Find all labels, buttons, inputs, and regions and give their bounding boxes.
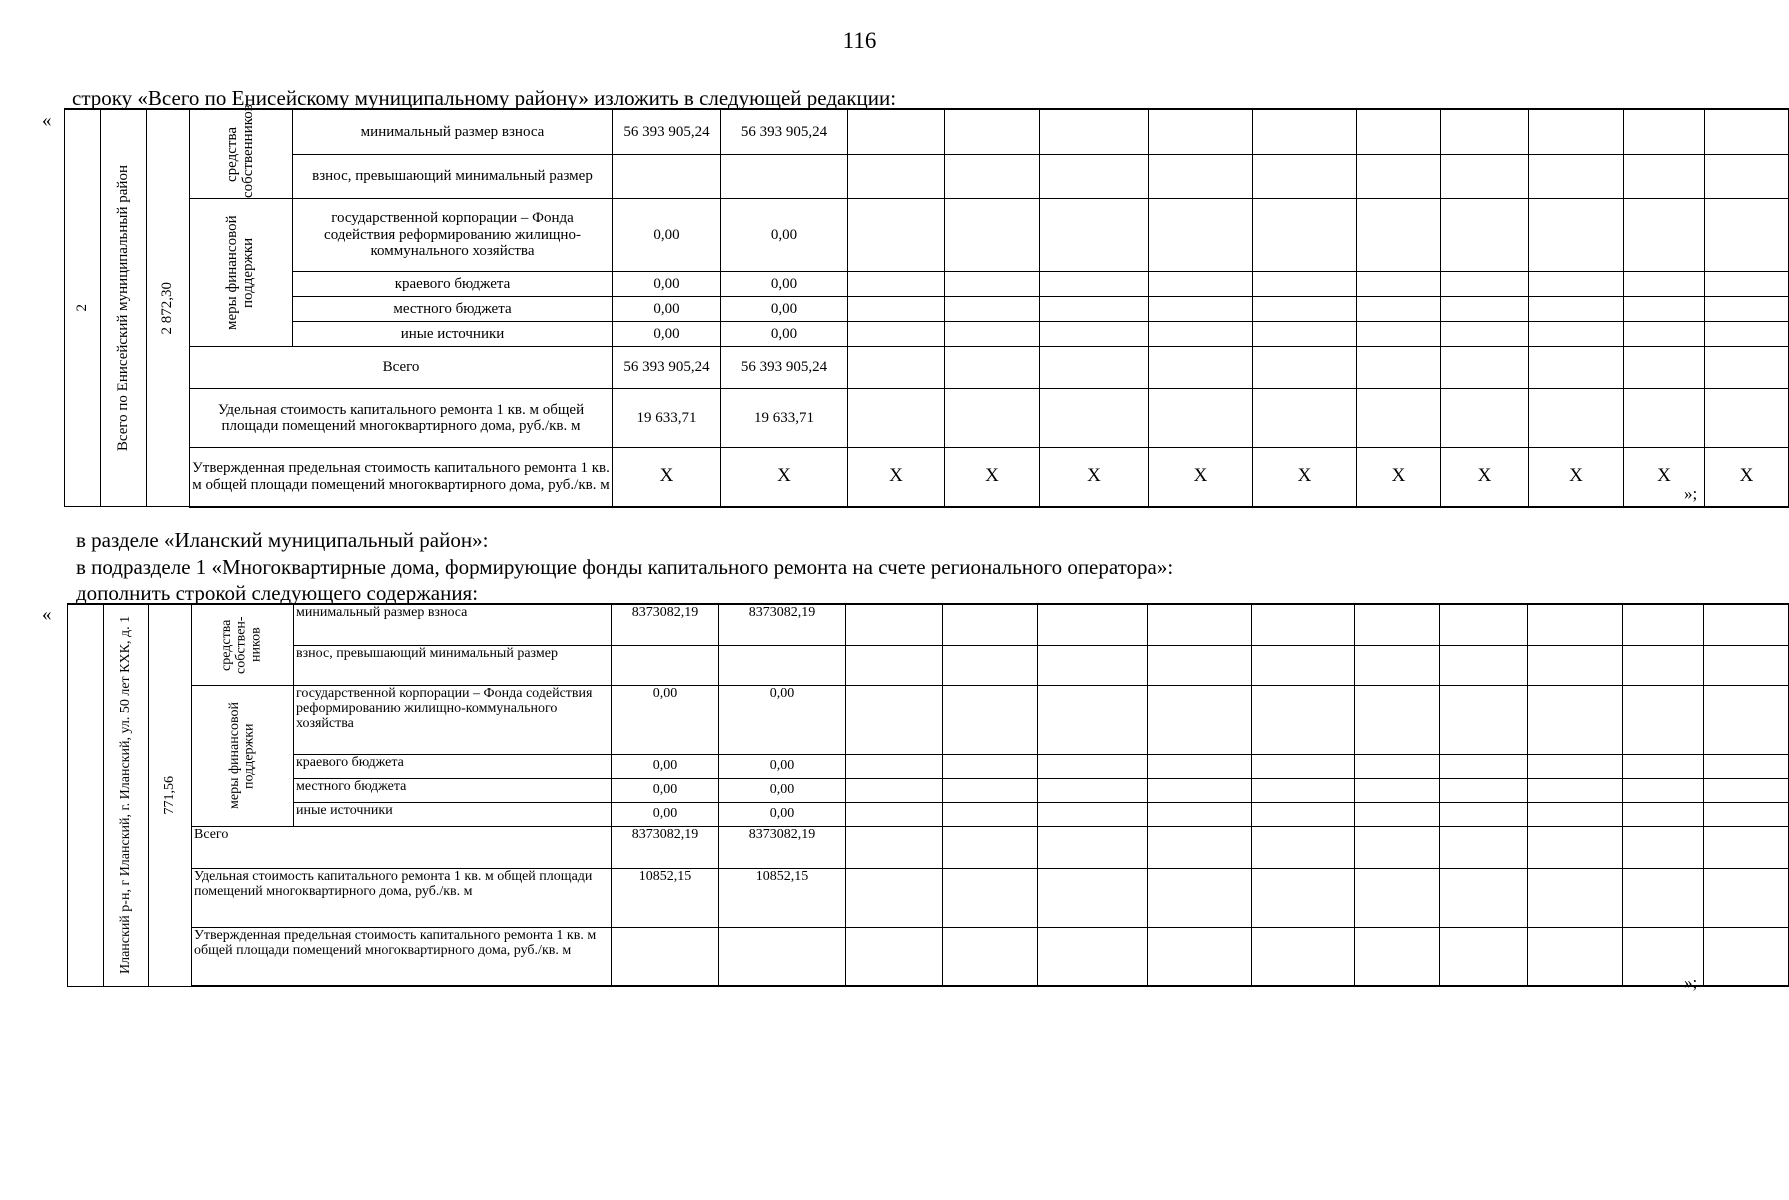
row-label-limit-cost: Утвержденная предельная стоимость капитального ремонта 1 кв. м общей площади помещений многоквартирного дома, руб./кв. м <box>190 448 613 507</box>
corp-value-b: 0,00 <box>719 685 846 754</box>
row-label-unit-cost: Удельная стоимость капитального ремонта 1 кв. м общей площади помещений многоквартирного дома, руб./кв. м <box>192 868 612 927</box>
section2-line1: в разделе «Иланский муниципальный район»: <box>76 528 489 552</box>
regional-value-b: 0,00 <box>721 272 848 297</box>
area-value: 2 872,30 <box>159 281 176 335</box>
row-label-over-min: взнос, превышающий минимальный размер <box>293 155 613 199</box>
limit-mark: Х <box>1441 448 1529 507</box>
section1-open-quote: « <box>42 110 52 131</box>
limit-mark: Х <box>1040 448 1149 507</box>
local-value-b: 0,00 <box>721 297 848 322</box>
limit-mark: Х <box>613 448 721 507</box>
limit-mark: Х <box>945 448 1040 507</box>
other-value-b: 0,00 <box>721 322 848 347</box>
corp-value-b: 0,00 <box>721 199 848 272</box>
row-label-other: иные источники <box>294 802 612 826</box>
section2-line3: дополнить строкой следующего содержания: <box>76 581 479 605</box>
row-label-over-min: взнос, превышающий минимальный размер <box>294 645 612 685</box>
other-value-b: 0,00 <box>719 802 846 826</box>
min-fee-value-b: 8373082,19 <box>719 604 846 645</box>
row-label-corp: государственной корпорации – Фонда содействия реформированию жилищно-коммунального хозяйства <box>293 199 613 272</box>
limit-mark: Х <box>1624 448 1705 507</box>
total-value-a: 56 393 905,24 <box>613 347 721 389</box>
corp-value-a: 0,00 <box>612 685 719 754</box>
limit-cost-value-a <box>612 927 719 986</box>
limit-mark: Х <box>1253 448 1357 507</box>
limit-mark: Х <box>1529 448 1624 507</box>
over-min-value-b <box>719 645 846 685</box>
row-label-min-fee: минимальный размер взноса <box>294 604 612 645</box>
over-min-value-b <box>721 155 848 199</box>
row-label-min-fee: минимальный размер взноса <box>293 109 613 155</box>
unit-cost-value-a: 19 633,71 <box>613 389 721 448</box>
row-label-total: Всего <box>190 347 613 389</box>
min-fee-value-b: 56 393 905,24 <box>721 109 848 155</box>
row-label-local: местного бюджета <box>294 778 612 802</box>
unit-cost-value-a: 10852,15 <box>612 868 719 927</box>
row-label-limit-cost: Утвержденная предельная стоимость капитального ремонта 1 кв. м общей площади помещений многоквартирного дома, руб./кв. м <box>192 927 612 986</box>
unit-cost-value-b: 10852,15 <box>719 868 846 927</box>
owners-funds-label: средства собственников <box>224 104 256 198</box>
unit-cost-value-b: 19 633,71 <box>721 389 848 448</box>
limit-mark: Х <box>1357 448 1441 507</box>
local-value-a: 0,00 <box>613 297 721 322</box>
limit-mark: Х <box>721 448 848 507</box>
section2-table <box>67 603 1789 987</box>
limit-mark: Х <box>1149 448 1253 507</box>
row-label-corp: государственной корпорации – Фонда содействия реформированию жилищно-коммунального хозяйства <box>294 685 612 754</box>
row-label-other: иные источники <box>293 322 613 347</box>
row-label-total: Всего <box>192 826 612 868</box>
row-number: 2 <box>73 304 90 312</box>
section2-close-mark: »; <box>1684 973 1698 992</box>
over-min-value-a <box>613 155 721 199</box>
support-label: меры финансовой поддержки <box>224 215 256 330</box>
regional-value-b: 0,00 <box>719 754 846 778</box>
row-label-local: местного бюджета <box>293 297 613 322</box>
support-label: меры финансовой поддержки <box>226 702 257 809</box>
min-fee-value-a: 56 393 905,24 <box>613 109 721 155</box>
regional-value-a: 0,00 <box>612 754 719 778</box>
page-number: 116 <box>842 28 877 53</box>
area-value: 771,56 <box>161 776 177 815</box>
group-label: Всего по Енисейский муниципальный район <box>114 164 131 452</box>
limit-mark: Х <box>1705 448 1789 507</box>
section2-open-quote: « <box>42 604 52 625</box>
section1-table <box>64 104 1789 508</box>
other-value-a: 0,00 <box>612 802 719 826</box>
section1-intro: строку «Всего по Енисейскому муниципальному району» изложить в следующей редакции: <box>72 86 897 110</box>
row-label-regional: краевого бюджета <box>294 754 612 778</box>
local-value-a: 0,00 <box>612 778 719 802</box>
section2-line2: в подразделе 1 «Многоквартирные дома, формирующие фонды капитального ремонта на счете регионального оператора»: <box>76 555 1174 579</box>
owners-funds-label: средства собствен-ников <box>219 615 264 674</box>
total-value-b: 56 393 905,24 <box>721 347 848 389</box>
row-label-regional: краевого бюджета <box>293 272 613 297</box>
row-label-unit-cost: Удельная стоимость капитального ремонта 1 кв. м общей площади помещений многоквартирного дома, руб./кв. м <box>190 389 613 448</box>
over-min-value-a <box>612 645 719 685</box>
section1-close-mark: »; <box>1684 484 1698 503</box>
regional-value-a: 0,00 <box>613 272 721 297</box>
total-value-b: 8373082,19 <box>719 826 846 868</box>
local-value-b: 0,00 <box>719 778 846 802</box>
limit-mark: Х <box>848 448 945 507</box>
limit-cost-value-b <box>719 927 846 986</box>
address-label: Иланский р-н, г Иланский, г. Иланский, ул. 50 лет КХК, д. 1 <box>117 616 133 975</box>
min-fee-value-a: 8373082,19 <box>612 604 719 645</box>
corp-value-a: 0,00 <box>613 199 721 272</box>
other-value-a: 0,00 <box>613 322 721 347</box>
total-value-a: 8373082,19 <box>612 826 719 868</box>
